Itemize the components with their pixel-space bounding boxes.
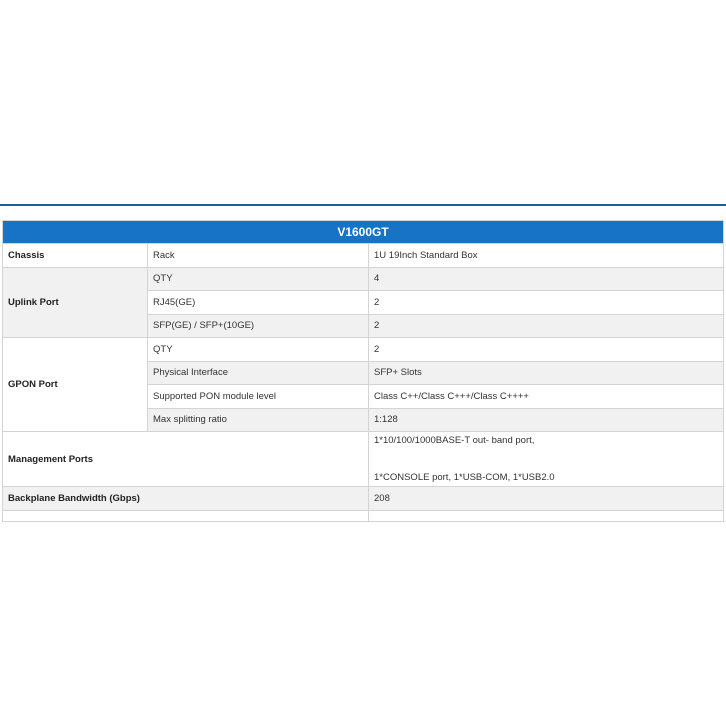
- table-header-row: [3, 221, 724, 244]
- table-row: [3, 267, 724, 291]
- table-title: V1600GT: [3, 221, 724, 244]
- backplane-bandwidth-label: Backplane Bandwidth (Gbps): [3, 487, 369, 511]
- spec-table: [2, 220, 724, 522]
- gpon-value: SFP+ Slots: [369, 361, 724, 385]
- table-row: [3, 338, 724, 362]
- table-row-cut-off: [3, 510, 724, 521]
- uplink-attr: RJ45(GE): [148, 291, 369, 315]
- table-row: [3, 487, 724, 511]
- chassis-value: 1U 19Inch Standard Box: [369, 244, 724, 268]
- table-row: [3, 432, 724, 487]
- empty-cell: [369, 510, 724, 521]
- top-divider-line: [0, 204, 726, 206]
- gpon-value: 1:128: [369, 408, 724, 432]
- gpon-value: Class C++/Class C+++/Class C++++: [369, 385, 724, 409]
- uplink-value: 2: [369, 314, 724, 338]
- gpon-attr: Physical Interface: [148, 361, 369, 385]
- empty-cell: [3, 510, 369, 521]
- table-row: [3, 244, 724, 268]
- gpon-port-label: GPON Port: [3, 338, 148, 432]
- uplink-port-label: Uplink Port: [3, 267, 148, 338]
- gpon-attr: Supported PON module level: [148, 385, 369, 409]
- management-ports-line-2: 1*CONSOLE port, 1*USB-COM, 1*USB2.0: [374, 472, 555, 483]
- uplink-attr: SFP(GE) / SFP+(10GE): [148, 314, 369, 338]
- management-ports-label: Management Ports: [3, 432, 369, 487]
- gpon-value: 2: [369, 338, 724, 362]
- chassis-attr: Rack: [148, 244, 369, 268]
- gpon-attr: QTY: [148, 338, 369, 362]
- management-ports-value: [369, 432, 724, 487]
- uplink-value: 4: [369, 267, 724, 291]
- uplink-value: 2: [369, 291, 724, 315]
- backplane-bandwidth-value: 208: [369, 487, 724, 511]
- gpon-attr: Max splitting ratio: [148, 408, 369, 432]
- management-ports-line-1: 1*10/100/1000BASE-T out- band port,: [374, 435, 535, 446]
- chassis-label: Chassis: [3, 244, 148, 268]
- uplink-attr: QTY: [148, 267, 369, 291]
